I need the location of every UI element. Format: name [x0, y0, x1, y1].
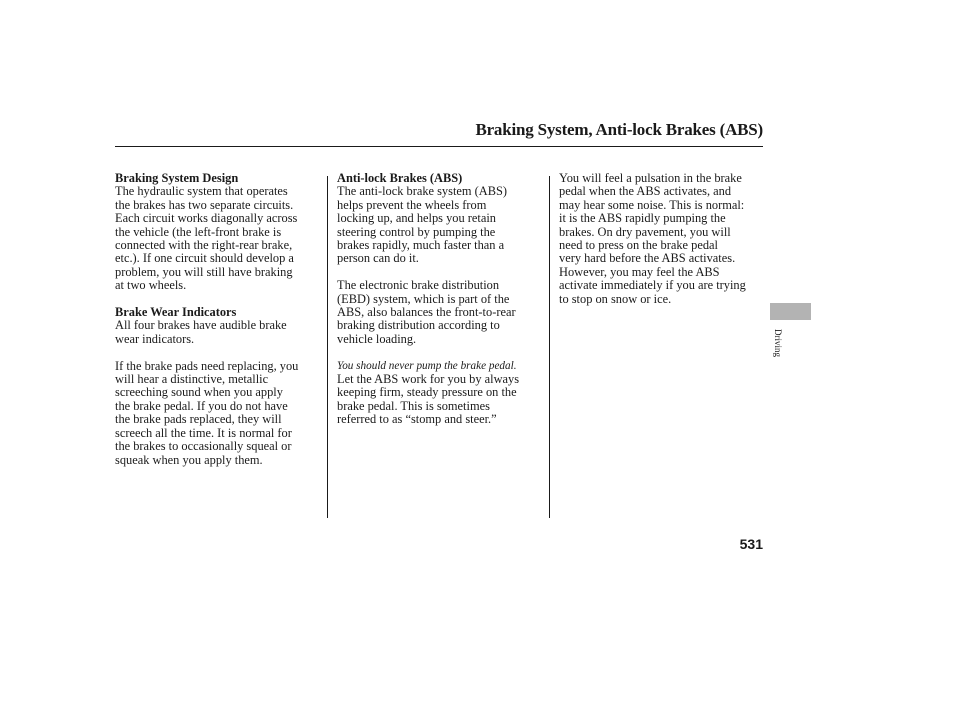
- text-line: need to press on the brake pedal: [559, 238, 718, 253]
- text-line: brakes. On dry pavement, you will: [559, 224, 731, 239]
- paragraph: [559, 172, 767, 306]
- text-line: problem, you will still have braking: [115, 264, 293, 279]
- paragraph: [337, 373, 545, 427]
- paragraph: [115, 360, 323, 467]
- text-line: All four brakes have audible brake: [115, 318, 287, 333]
- text-line: vehicle loading.: [337, 331, 417, 346]
- text-line: the vehicle (the left-front brake is: [115, 224, 282, 239]
- text-line: the brakes to occasionally squeal or: [115, 439, 292, 454]
- text-line: activate immediately if you are trying: [559, 278, 746, 293]
- text-line: steering control by pumping the: [337, 224, 496, 239]
- text-line: You will feel a pulsation in the brake: [559, 171, 742, 185]
- text-line: will hear a distinctive, metallic: [115, 372, 269, 387]
- text-line: to stop on snow or ice.: [559, 291, 672, 306]
- paragraph: [115, 185, 323, 292]
- text-line: The hydraulic system that operates: [115, 184, 288, 199]
- text-line: The electronic brake distribution: [337, 278, 500, 293]
- text-line: ABS, also balances the front-to-rear: [337, 305, 516, 320]
- column-divider: [327, 176, 328, 518]
- text-line: If the brake pads need replacing, you: [115, 358, 299, 373]
- paragraph: [337, 185, 545, 265]
- text-line: braking distribution according to: [337, 318, 500, 333]
- text-line: connected with the right-rear brake,: [115, 238, 293, 253]
- text-line: Each circuit works diagonally across: [115, 211, 298, 226]
- text-line: locking up, and helps you retain: [337, 211, 496, 226]
- text-line: brakes rapidly, much faster than a: [337, 238, 505, 253]
- text-line: (EBD) system, which is part of the: [337, 291, 510, 306]
- paragraph: [115, 319, 323, 346]
- text-line: The anti-lock brake system (ABS): [337, 184, 507, 199]
- section-tab: [770, 303, 811, 320]
- text-line: etc.). If one circuit should develop a: [115, 251, 294, 266]
- text-line: person can do it.: [337, 251, 419, 266]
- section-heading-braking-system-design: Braking System Design: [115, 171, 239, 185]
- text-line: at two wheels.: [115, 278, 187, 293]
- text-line: Let the ABS work for you by always: [337, 372, 520, 387]
- text-line: the brake pads replaced, they will: [115, 412, 282, 427]
- text-line: helps prevent the wheels from: [337, 197, 487, 212]
- text-line: the brakes has two separate circuits.: [115, 197, 294, 212]
- page-number: 531: [739, 536, 763, 552]
- text-line: brake pedal. This is sometimes: [337, 398, 490, 413]
- title-divider: [115, 146, 763, 147]
- text-line: However, you may feel the ABS: [559, 264, 720, 279]
- column-middle: [337, 172, 545, 427]
- column-right: [559, 172, 767, 306]
- text-line: pedal when the ABS activates, and: [559, 184, 732, 199]
- text-line: may hear some noise. This is normal:: [559, 197, 745, 212]
- section-heading-anti-lock-brakes: Anti-lock Brakes (ABS): [337, 171, 463, 185]
- text-line: screech all the time. It is normal for: [115, 425, 292, 440]
- text-line: it is the ABS rapidly pumping the: [559, 211, 726, 226]
- text-line: squeak when you apply them.: [115, 452, 263, 467]
- column-divider: [549, 176, 550, 518]
- text-line: the brake pedal. If you do not have: [115, 398, 288, 413]
- section-heading-brake-wear-indicators: Brake Wear Indicators: [115, 305, 237, 320]
- text-line: very hard before the ABS activates.: [559, 251, 736, 266]
- text-line: keeping firm, steady pressure on the: [337, 385, 517, 400]
- page-title: Braking System, Anti-lock Brakes (ABS): [475, 120, 763, 139]
- text-line: screeching sound when you apply: [115, 385, 283, 400]
- text-line: wear indicators.: [115, 331, 195, 346]
- section-tab-label: Driving: [773, 329, 783, 357]
- column-left: [115, 172, 323, 467]
- italic-note: You should never pump the brake pedal.: [337, 359, 517, 372]
- text-line: referred to as “stomp and steer.”: [337, 412, 497, 427]
- paragraph: [337, 279, 545, 346]
